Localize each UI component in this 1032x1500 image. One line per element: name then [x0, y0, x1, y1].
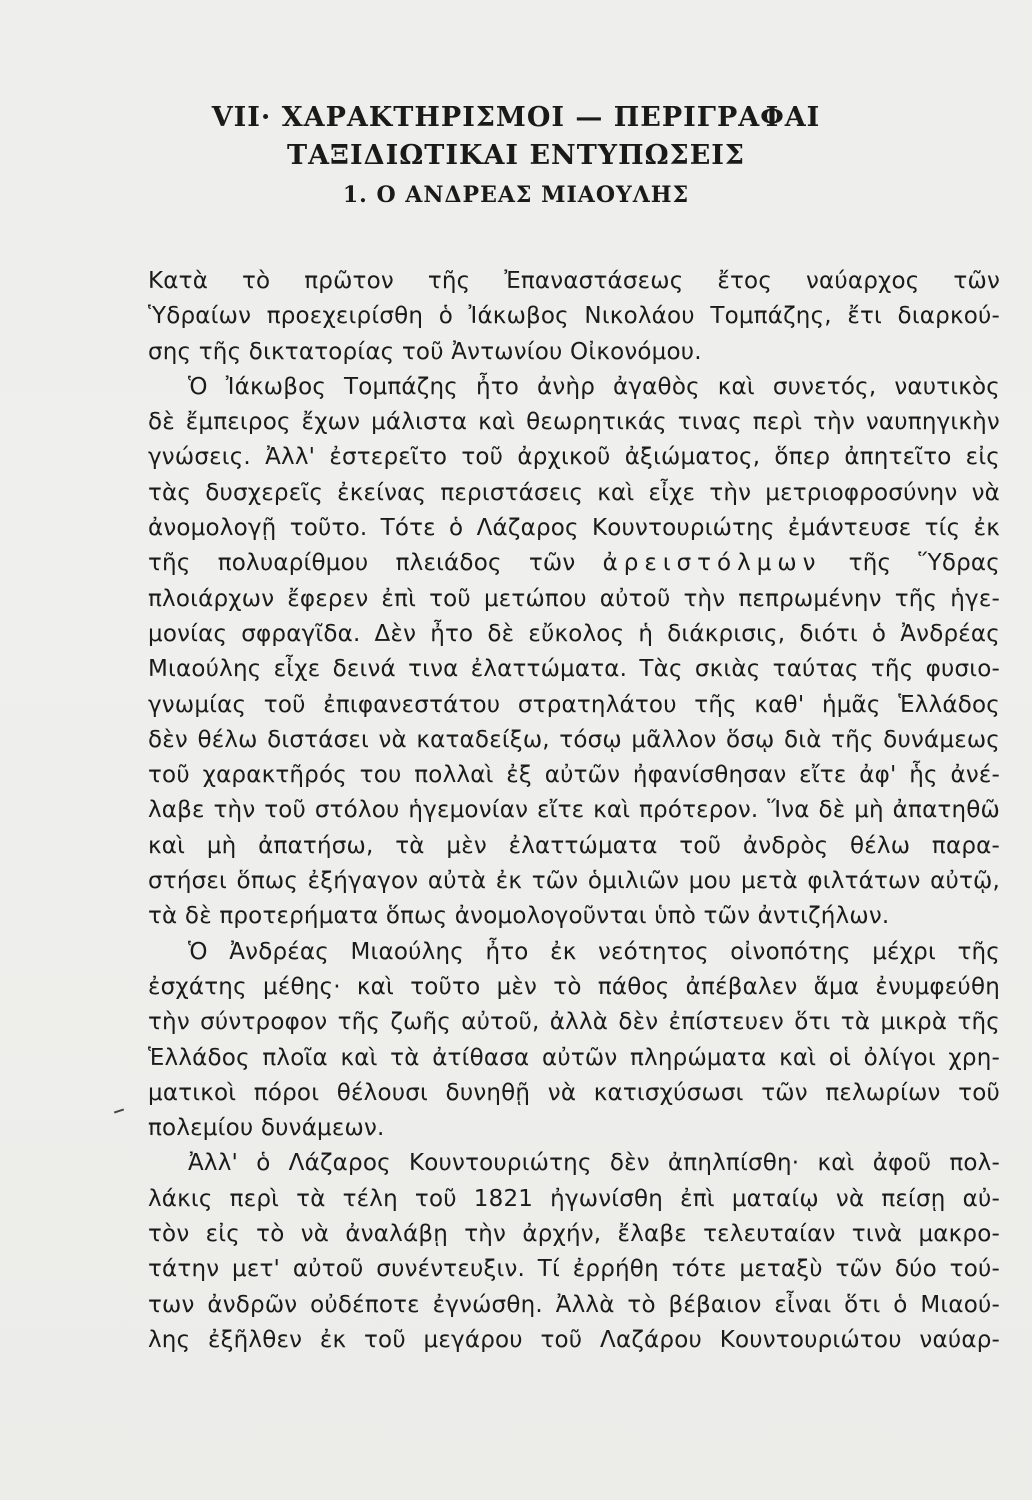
text-line: Ὑδραίων προεχειρίσθη ὁ Ἰάκωβος Νικολάου Τομπάζης, ἔτι διαρκού-	[148, 303, 1000, 330]
section-heading: 1. Ο ΑΝΔΡΕΑΣ ΜΙΑΟΥΛΗΣ	[342, 182, 690, 208]
text-line: ἀνομολογῇ τοῦτο. Τότε ὁ Λάζαρος Κουντουριώτης ἐμάντευσε τίς ἐκ	[148, 515, 1000, 542]
text-line: Ὁ Ἰάκωβος Τομπάζης ἦτο ἀνὴρ ἀγαθὸς καὶ συνετός, ναυτικὸς	[188, 373, 1000, 400]
text-line: τοῦ χαρακτῆρός του πολλαὶ ἐξ αὐτῶν ἠφανίσθησαν εἴτε ἀφ' ἧς ἀνέ-	[148, 762, 1000, 789]
text-line: των ἀνδρῶν οὐδέποτε ἐγνώσθη. Ἀλλὰ τὸ βέβαιον εἶναι ὅτι ὁ Μιαού-	[148, 1291, 1000, 1318]
text-line: λης ἐξῆλθεν ἐκ τοῦ μεγάρου τοῦ Λαζάρου Κουντουριώτου ναύαρ-	[148, 1326, 1000, 1353]
chapter-subtitle: ΤΑΞΙΔΙΩΤΙΚΑΙ ΕΝΤΥΠΩΣΕΙΣ	[287, 140, 745, 171]
text-line: μονίας σφραγῖδα. Δὲν ἦτο δὲ εὔκολος ἡ διάκρισις, διότι ὁ Ἀνδρέας	[148, 620, 1000, 647]
text-line: Μιαούλης εἶχε δεινά τινα ἐλαττώματα. Τὰς σκιὰς ταύτας τῆς φυσιο-	[148, 656, 1000, 683]
text-line: Ὁ Ἀνδρέας Μιαούλης ἦτο ἐκ νεότητος οἰνοπότης μέχρι τῆς	[188, 938, 1000, 965]
text-line: Ἑλλάδος πλοῖα καὶ τὰ ἀτίθασα αὐτῶν πληρώματα καὶ οἱ ὀλίγοι χρη-	[148, 1044, 1000, 1071]
body-text	[148, 264, 1000, 1358]
text-line: σης τῆς δικτατορίας τοῦ Ἀντωνίου Οἰκονόμου.	[148, 338, 702, 365]
text-line: στήσει ὅπως ἐξήγαγον αὐτὰ ἐκ τῶν ὁμιλιῶν μου μετὰ φιλτάτων αὐτῷ,	[148, 868, 1000, 895]
text-line: τὰ δὲ προτερήματα ὅπως ἀνομολογοῦνται ὑπὸ τῶν ἀντιζήλων.	[148, 903, 890, 930]
text-segment: τῆς πολυαρίθμου πλειάδος τῶν	[148, 550, 576, 577]
text-line: λάκις περὶ τὰ τέλη τοῦ 1821 ἠγωνίσθη ἐπὶ ματαίῳ νὰ πείσῃ αὐ-	[148, 1185, 1000, 1212]
text-line	[148, 546, 1000, 581]
text-line: Κατὰ τὸ πρῶτον τῆς Ἐπαναστάσεως ἔτος ναύαρχος τῶν	[148, 268, 1000, 294]
text-line: ἐσχάτης μέθης· καὶ τοῦτο μὲν τὸ πάθος ἀπέβαλεν ἅμα ἐνυμφεύθη	[148, 973, 1000, 1000]
text-line: τὸν εἰς τὸ νὰ ἀναλάβῃ τὴν ἀρχήν, ἔλαβε τελευταίαν τινὰ μακρο-	[148, 1221, 1000, 1248]
text-line: τὰς δυσχερεῖς ἐκείνας περιστάσεις καὶ εἶχε τὴν μετριοφροσύνην νὰ	[148, 479, 1000, 506]
text-line: γνωμίας τοῦ ἐπιφανεστάτου στρατηλάτου τῆς καθ' ἡμᾶς Ἑλλάδος	[148, 691, 1000, 718]
text-line: δὲ ἔμπειρος ἔχων μάλιστα καὶ θεωρητικάς τινας περὶ τὴν ναυπηγικὴν	[148, 409, 1000, 436]
text-line: πλοιάρχων ἔφερεν ἐπὶ τοῦ μετώπου αὐτοῦ τὴν πεπρωμένην τῆς ἡγε-	[148, 585, 1000, 612]
margin-pencil-mark	[114, 1109, 124, 1114]
text-line: πολεμίου δυνάμεων.	[148, 1115, 385, 1142]
text-line: ματικοὶ πόροι θέλουσι δυνηθῇ νὰ κατισχύσωσι τῶν πελωρίων τοῦ	[148, 1079, 1000, 1106]
text-line: λαβε τὴν τοῦ στόλου ἡγεμονίαν εἴτε καὶ πρότερον. Ἵνα δὲ μὴ ἀπατηθῶ	[148, 797, 1000, 824]
spaced-word: ἀρειστόλμων	[602, 550, 822, 577]
text-line: γνώσεις. Ἀλλ' ἐστερεῖτο τοῦ ἀρχικοῦ ἀξιώματος, ὅπερ ἀπητεῖτο εἰς	[148, 444, 1000, 471]
text-segment: τῆς Ὕδρας	[848, 550, 1000, 577]
text-line: δὲν θέλω διστάσει νὰ καταδείξω, τόσῳ μᾶλλον ὅσῳ διὰ τῆς δυνάμεως	[148, 726, 1000, 753]
chapter-heading: VII· ΧΑΡΑΚΤΗΡΙΣΜΟΙ — ΠΕΡΙΓΡΑΦΑΙ	[211, 102, 821, 133]
text-line: καὶ μὴ ἀπατήσω, τὰ μὲν ἐλαττώματα τοῦ ἀνδρὸς θέλω παρα-	[148, 832, 1000, 859]
text-line: Ἀλλ' ὁ Λάζαρος Κουντουριώτης δὲν ἀπηλπίσθη· καὶ ἀφοῦ πολ-	[188, 1150, 1000, 1177]
text-line: τὴν σύντροφον τῆς ζωῆς αὐτοῦ, ἀλλὰ δὲν ἐπίστευεν ὅτι τὰ μικρὰ τῆς	[148, 1009, 1000, 1036]
text-line: τάτην μετ' αὐτοῦ συνέντευξιν. Τί ἐρρήθη τότε μεταξὺ τῶν δύο τού-	[148, 1256, 1000, 1283]
